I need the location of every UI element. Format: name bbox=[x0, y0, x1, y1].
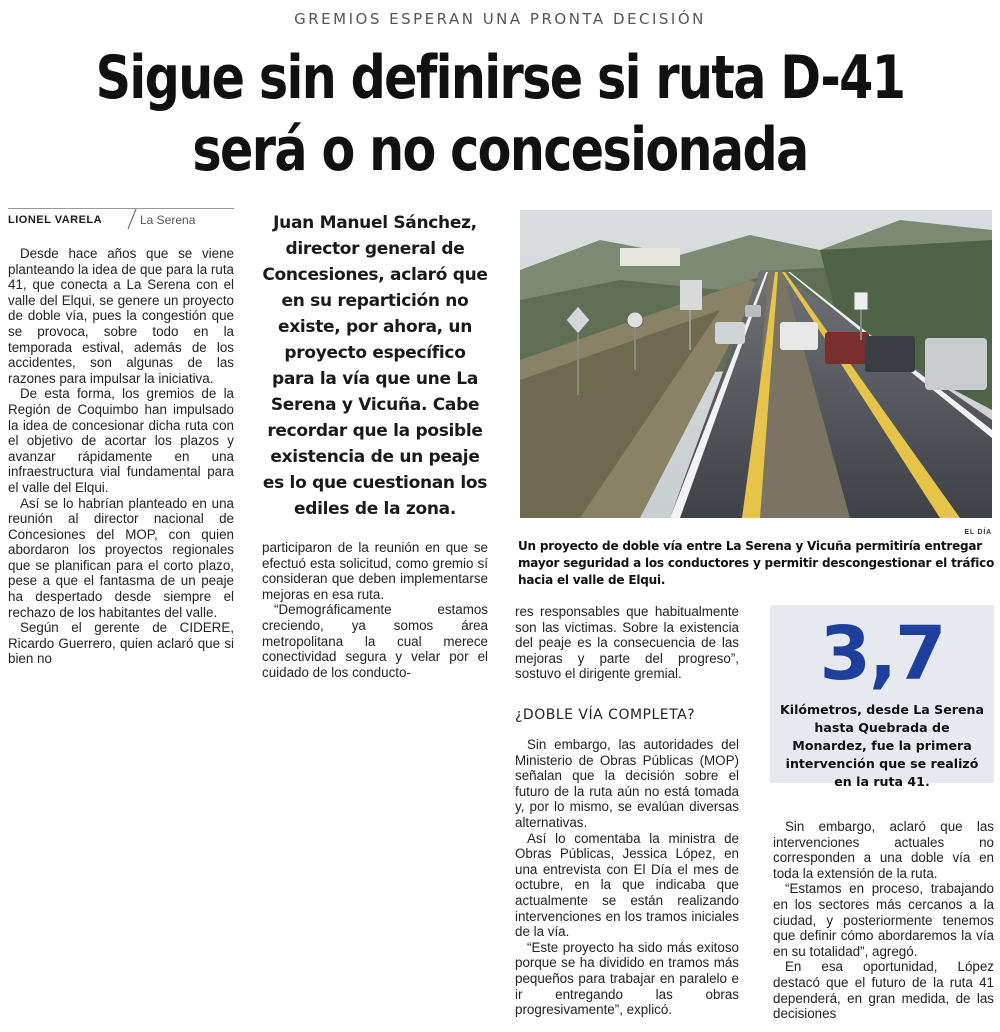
byline-place: La Serena bbox=[140, 213, 196, 227]
article-headline bbox=[90, 42, 910, 186]
photo-caption: Un proyecto de doble vía entre La Serena y Vicuña permitiría entregar mayor seguridad a los conductores y permitir descongestionar el tráfico hacia el valle de Elqui. bbox=[518, 539, 995, 587]
byline-slash-divider bbox=[124, 209, 138, 231]
col4-paragraph-3: En esa oportunidad, López destacó que el futuro de la ruta 41 dependerá, en gran medida, de las decisiones bbox=[773, 959, 994, 1022]
photo-credit: EL DÍA bbox=[964, 529, 992, 536]
section-subhead: ¿DOBLE VÍA COMPLETA? bbox=[515, 707, 696, 723]
col1-paragraph-4: Según el gerente de CIDERE, Ricardo Guerrero, quien aclaró que si bien no bbox=[8, 620, 234, 667]
article-kicker: GREMIOS ESPERAN UNA PRONTA DECISIÓN bbox=[294, 10, 706, 28]
col3-paragraph-3: Así lo comentaba la ministra de Obras Públicas, Jessica López, en una entrevista con El Día el mes de octubre, en la que indicaba que actualmente se están realizando intervenciones en los tramos iniciales de la vía. bbox=[515, 830, 739, 940]
column-3-top bbox=[515, 604, 739, 682]
col3-paragraph-4: “Este proyecto ha sido más exitoso porque se ha dividido en tramos más pequeños para trabajar en paralelo e ir entregando las obras progresivamente”, explicó. bbox=[515, 939, 739, 1018]
byline-author: LIONEL VARELA bbox=[8, 214, 103, 226]
col2-paragraph-2: “Demográficamente estamos creciendo, ya somos área metropolitana la cual merece conectividad segura y velar por el cuidado de los conducto- bbox=[262, 602, 488, 680]
column-4 bbox=[773, 819, 994, 1022]
col1-paragraph-2: De esta forma, los gremios de la Región de Coquimbo han impulsado la idea de concesionar dicha ruta con el objetivo de acortar los plazos y avanzar rápidamente en una infraestructura vial fundamental para el valle del Elqui. bbox=[8, 386, 234, 495]
fact-box bbox=[770, 605, 994, 789]
road-photo-illustration bbox=[520, 210, 992, 518]
headline-line-1: Sigue sin definirse si ruta D-41 bbox=[95, 43, 905, 113]
col3-paragraph-1: res responsables que habitualmente son las victimas. Sobre la existencia del peaje es la consecuencia de las mejoras y parte del progreso”, sostuvo el dirigente gremial. bbox=[515, 604, 739, 682]
col3-paragraph-2: Sin embargo, las autoridades del Ministerio de Obras Públicas (MOP) señalan que la decisión sobre el futuro de la ruta aún no está tomada y, por lo mismo, se evalúan diversas alternativas. bbox=[515, 737, 739, 830]
pull-quote: Juan Manuel Sánchez, director general de Concesiones, aclaró que en su repartición no existe, por ahora, un proyecto específico para la vía que une La Serena y Vicuña. Cabe recordar que la posible existencia de un peaje es lo que cuestionan los ediles de la zona. bbox=[262, 213, 488, 519]
road-photo bbox=[520, 210, 992, 518]
column-2 bbox=[262, 540, 488, 680]
fact-box-text: Kilómetros, desde La Serena hasta Quebrada de Monardez, fue la primera intervención que se realizó en la ruta 41. bbox=[780, 702, 984, 789]
col1-paragraph-3: Así se lo habrían planteado en una reunión al director nacional de Concesiones del MOP, con quien abordaron los proyectos regionales que se planifican para el corto plazo, pese a que el fantasma de un peaje ha despertado desde siempre el rechazo de los habitantes del valle. bbox=[8, 495, 234, 620]
col2-paragraph-1: participaron de la reunión en que se efectuó esta solicitud, como gremio sí consideran que deben implementarse mejoras en esa ruta. bbox=[262, 540, 488, 602]
headline-line-2: será o no concesionada bbox=[192, 115, 808, 185]
col4-paragraph-1: Sin embargo, aclaró que las intervenciones actuales no corresponden a una doble vía en toda la extensión de la ruta. bbox=[773, 819, 994, 881]
fact-box-number: 3,7 bbox=[819, 611, 945, 697]
col1-paragraph-1: Desde hace años que se viene planteando la idea de que para la ruta 41, que conecta a La Serena con el valle del Elqui, se genere un proyecto de doble vía, pues la congestión que se provoca, sobre todo en la temporada estival, además de los accidentes, son algunas de las razones para impulsar la iniciativa. bbox=[8, 246, 234, 386]
col4-paragraph-2: “Estamos en proceso, trabajando en los sectores más cercanos a la ciudad, y posteriormente tenemos que definir cómo abordaremos la vía en su totalidad”, agregó. bbox=[773, 881, 994, 959]
column-3-bottom bbox=[515, 737, 739, 1018]
byline bbox=[8, 208, 234, 231]
column-1 bbox=[8, 246, 234, 667]
